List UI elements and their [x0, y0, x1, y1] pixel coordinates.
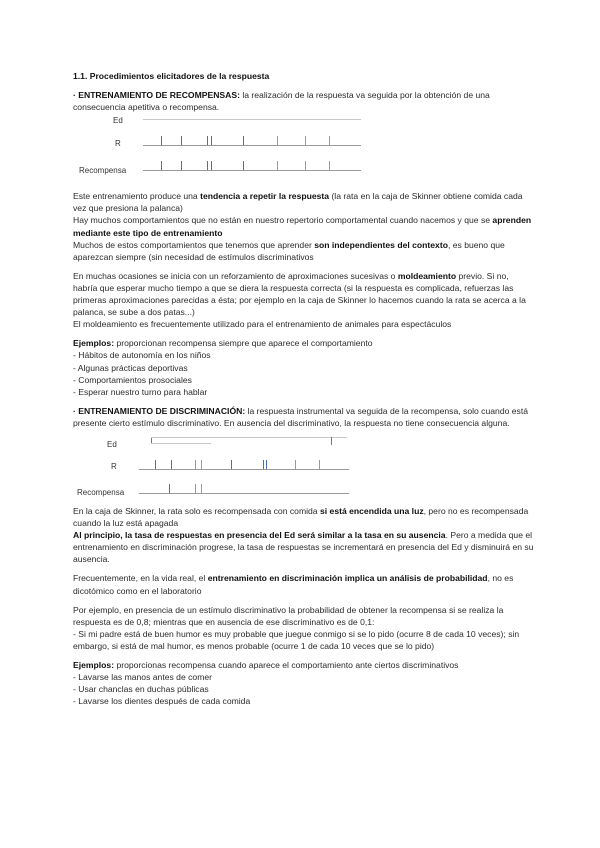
disc-paragraph-5: - Si mi padre está de buen humor es muy probable que juegue conmigo si se lo pido (ocurre 8 de cada 10 veces); sin embargo, si está de mal humor, es menos probable (ocurre 1 de cada 10 veces que se lo pido)	[73, 628, 520, 651]
recompensa-tick	[195, 484, 196, 493]
recompensa-tick	[181, 161, 182, 170]
disc-paragraph-3: Frecuentemente, en la vida real, el entrenamiento en discriminación implica un análisis de probabilidad, no es dicotómico como en el laboratorio	[73, 573, 514, 596]
list-item: - Esperar nuestro turno para hablar	[73, 386, 208, 397]
r-tick	[195, 460, 196, 469]
ed-timeline	[143, 119, 361, 120]
r-tick	[201, 460, 202, 469]
rec-paragraph-2: Hay muchos comportamientos que no están en nuestro repertorio comportamental cuando nacemos y que se aprenden mediante este tipo de entrenamiento	[73, 215, 532, 238]
r-timeline	[143, 145, 361, 146]
r-tick	[305, 136, 306, 145]
recompensa-tick	[277, 161, 278, 170]
disc-paragraph-4: Por ejemplo, en presencia de un estímulo discriminativo la probabilidad de obtener la recompensa si se realiza la respuesta es de 0,8; mientras que en ausencia de ese discriminativo es de 0,1:	[73, 604, 504, 627]
disc-paragraph-2: Al principio, la tasa de respuestas en presencia del Ed será similar a la tasa en su ausencia. Pero a medida que el entrenamiento en discriminación progrese, la tasa de respuestas se incrementará en presencia del Ed y disminuirá en su ausencia.	[73, 530, 534, 565]
r-tick	[181, 136, 182, 145]
diagram-r-label: R	[115, 139, 121, 149]
list-item: - Algunas prácticas deportivas	[73, 362, 188, 373]
list-item: - Comportamientos prosociales	[73, 374, 192, 385]
r-tick	[319, 460, 320, 469]
ed-on-segment	[151, 437, 347, 438]
r-tick	[171, 460, 172, 469]
recompensa-tick	[305, 161, 306, 170]
recompensa-tick	[329, 161, 330, 170]
disc-paragraph-1: En la caja de Skinner, la rata solo es recompensada con comida si está encendida una luz, pero no es recompensada cuando la luz está apagada	[73, 505, 529, 529]
rec-paragraph-3: Muchos de estos comportamientos que tenemos que aprender son independientes del contexto, es bueno que aparezcan siempre (sin necesidad de estímulos discriminativos	[73, 239, 505, 262]
recompensa-tick	[243, 161, 244, 170]
recompensa-tick	[207, 161, 208, 170]
r-tick	[295, 460, 296, 469]
recompensa-timeline	[143, 170, 361, 171]
r-tick	[243, 136, 244, 145]
rec-examples: Ejemplos: proporcionan recompensa siempre que aparece el comportamiento	[73, 338, 373, 349]
rec-paragraph-4: En muchas ocasiones se inicia con un reforzamiento de aproximaciones sucesivas o moldeamiento previo. Si no, habría que esperar mucho tiempo a que se diera la respuesta correcta (si la respuesta es complicada, refuerzas las primeras aproximaciones parecidas a ésta; por ejemplo en la caja de Skinner lo hacemos cuando la rata se acerca a la palanca, se sube a dos patas...)	[73, 270, 526, 318]
list-item: - Usar chanclas en duchas públicas	[73, 684, 209, 695]
recompensa-tick	[201, 484, 202, 493]
r-tick	[155, 460, 156, 469]
r-tick	[277, 136, 278, 145]
diagram-ed-label: Ed	[113, 116, 123, 126]
r-tick	[161, 136, 162, 145]
r-tick	[329, 136, 330, 145]
document-content	[73, 70, 535, 707]
rec-intro: · ENTRENAMIENTO DE RECOMPENSAS: la realización de la respuesta va seguida por la obtención de una consecuencia apetitiva o recompensa.	[73, 90, 490, 113]
rec-title: · ENTRENAMIENTO DE RECOMPENSAS:	[73, 90, 240, 101]
list-item: - Lavarse los dientes después de cada comida	[73, 696, 251, 707]
rec-paragraph-1: Este entrenamiento produce una tendencia a repetir la respuesta (la rata en la caja de Skinner obtiene comida cada vez que presiona la palanca)	[73, 191, 523, 214]
disc-examples: Ejemplos: proporcionas recompensa cuando aparece el comportamiento ante ciertos discriminativos	[73, 660, 459, 670]
recompensa-tick	[161, 161, 162, 170]
section-heading: 1.1. Procedimientos elicitadores de la respuesta	[73, 71, 270, 81]
recompensa-timeline	[139, 493, 349, 494]
r-tick	[266, 460, 267, 469]
diagram-recompensa-label: Recompensa	[77, 487, 125, 497]
list-item: - Lavarse las manos antes de comer	[73, 672, 212, 683]
diagram-r-label: R	[111, 461, 117, 471]
disc-title: · ENTRENAMIENTO DE DISCRIMINACIÓN:	[73, 405, 246, 416]
recompensa-tick	[211, 161, 212, 170]
r-tick	[263, 460, 264, 469]
reward-diagram	[73, 115, 535, 187]
discrimination-diagram	[73, 433, 535, 499]
ed-off-edge	[331, 437, 332, 445]
r-tick	[231, 460, 232, 469]
r-tick	[207, 136, 208, 145]
ed-off-segment	[151, 443, 211, 444]
diagram-ed-label: Ed	[107, 439, 117, 449]
recompensa-tick	[169, 484, 170, 493]
r-timeline	[139, 469, 349, 470]
list-item: - Hábitos de autonomía en los niños	[73, 350, 211, 361]
rec-paragraph-5: El moldeamiento es frecuentemente utilizado para el entrenamiento de animales para espectáculos	[73, 319, 452, 330]
disc-intro: · ENTRENAMIENTO DE DISCRIMINACIÓN: la respuesta instrumental va seguida de la recompensa, solo cuando está presente cierto estímulo discriminativo. En ausencia del discriminativo, la respuesta no tiene consecuencia alguna.	[73, 405, 529, 428]
diagram-recompensa-label: Recompensa	[79, 166, 127, 176]
r-tick	[211, 136, 212, 145]
